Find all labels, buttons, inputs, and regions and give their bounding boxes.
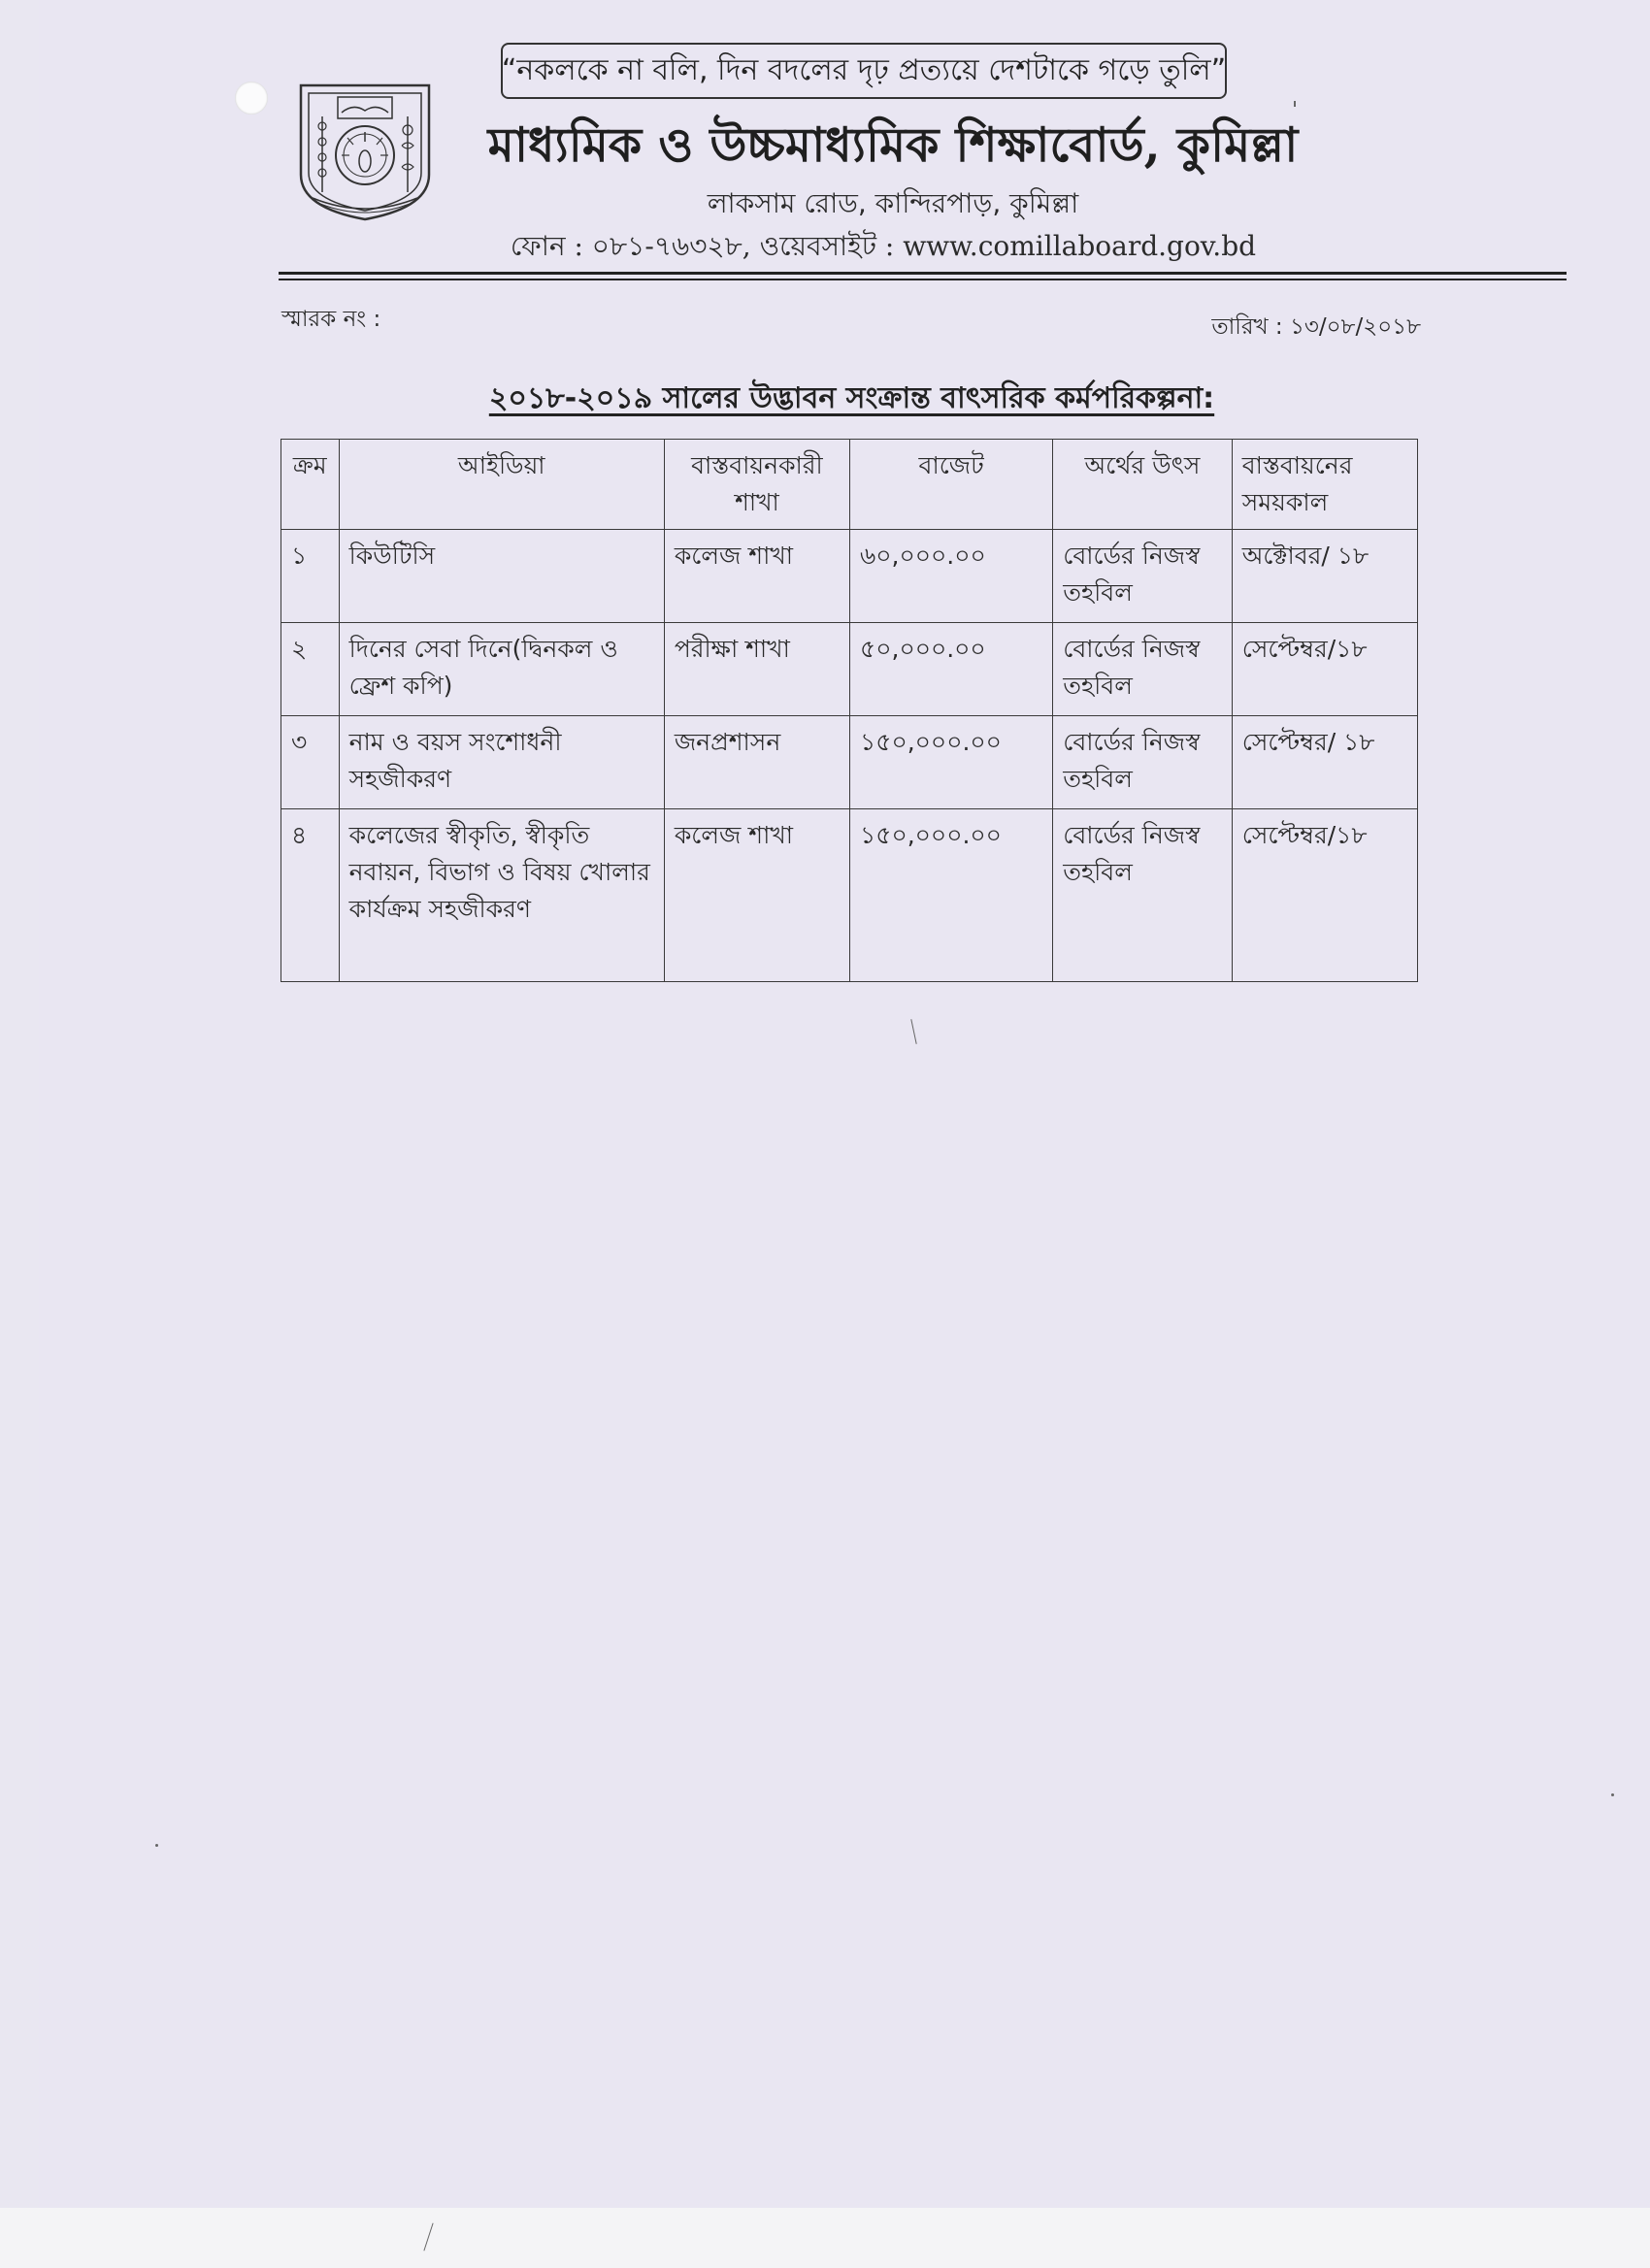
scan-margin <box>0 2208 1650 2268</box>
cell-branch: কলেজ শাখা <box>664 809 849 982</box>
header-rule-top <box>279 272 1567 275</box>
header-idea: আইডিয়া <box>339 440 664 530</box>
table-header-row <box>281 440 1418 530</box>
cell-idea: কলেজের স্বীকৃতি, স্বীকৃতি নবায়ন, বিভাগ ও বিষয় খোলার কার্যক্রম সহজীকরণ <box>339 809 664 982</box>
header-budget: বাজেট <box>850 440 1053 530</box>
innovation-plan-table <box>280 439 1418 982</box>
cell-serial: ২ <box>281 623 340 716</box>
cell-serial: ৩ <box>281 716 340 809</box>
board-address: লাকসাম রোড, কান্দিরপাড়, কুমিল্লা <box>707 187 1079 219</box>
cell-branch: কলেজ শাখা <box>664 530 849 623</box>
table-row <box>281 809 1418 982</box>
cell-serial: ৪ <box>281 809 340 982</box>
table-row <box>281 716 1418 809</box>
header-serial: ক্রম <box>281 440 340 530</box>
cell-branch: পরীক্ষা শাখা <box>664 623 849 716</box>
slogan-text: “নকলকে না বলি, দিন বদলের দৃঢ় প্রত্যয়ে দেশটাকে গড়ে তুলি” <box>501 52 1227 87</box>
cell-period: অক্টোবর/ ১৮ <box>1232 530 1417 623</box>
memo-number-label: স্মারক নং : <box>281 307 381 332</box>
cell-source: বোর্ডের নিজস্ব তহবিল <box>1053 530 1232 623</box>
cell-idea: কিউটিসি <box>339 530 664 623</box>
cell-source: বোর্ডের নিজস্ব তহবিল <box>1053 716 1232 809</box>
cell-budget: ১৫০,০০০.০০ <box>850 716 1053 809</box>
cell-budget: ৬০,০০০.০০ <box>850 530 1053 623</box>
scan-mark <box>155 1844 158 1847</box>
cell-idea: নাম ও বয়স সংশোধনী সহজীকরণ <box>339 716 664 809</box>
board-name: মাধ্যমিক ও উচ্চমাধ্যমিক শিক্ষাবোর্ড, কুমিল্লা <box>487 116 1299 173</box>
scan-mark <box>1294 101 1296 107</box>
table-row <box>281 623 1418 716</box>
cell-period: সেপ্টেম্বর/১৮ <box>1232 809 1417 982</box>
cell-period: সেপ্টেম্বর/ ১৮ <box>1232 716 1417 809</box>
document-title: ২০১৮-২০১৯ সালের উদ্ভাবন সংক্রান্ত বাৎসরিক কর্মপরিকল্পনা: <box>488 381 1215 415</box>
document-date: তারিখ : ১৩/০৮/২০১৮ <box>1211 314 1421 340</box>
cell-period: সেপ্টেম্বর/১৮ <box>1232 623 1417 716</box>
cell-branch: জনপ্রশাসন <box>664 716 849 809</box>
cell-budget: ৫০,০০০.০০ <box>850 623 1053 716</box>
board-contact: ফোন : ০৮১-৭৬৩২৮, ওয়েবসাইট : www.comillaboard.gov.bd <box>510 230 1257 262</box>
header-rule-bottom <box>279 279 1567 280</box>
cell-source: বোর্ডের নিজস্ব তহবিল <box>1053 809 1232 982</box>
slogan-box <box>501 43 1227 99</box>
cell-source: বোর্ডের নিজস্ব তহবিল <box>1053 623 1232 716</box>
header-implementation-period: বাস্তবায়নের সময়কাল <box>1232 440 1417 530</box>
header-fund-source: অর্থের উৎস <box>1053 440 1232 530</box>
cell-serial: ১ <box>281 530 340 623</box>
board-seal-icon <box>287 74 443 221</box>
punch-hole <box>235 82 268 115</box>
cell-idea: দিনের সেবা দিনে(দ্বিনকল ও ফ্রেশ কপি) <box>339 623 664 716</box>
scan-mark <box>1611 1793 1614 1796</box>
table-row <box>281 530 1418 623</box>
cell-budget: ১৫০,০০০.০০ <box>850 809 1053 982</box>
header-implementing-branch: বাস্তবায়নকারী শাখা <box>664 440 849 530</box>
